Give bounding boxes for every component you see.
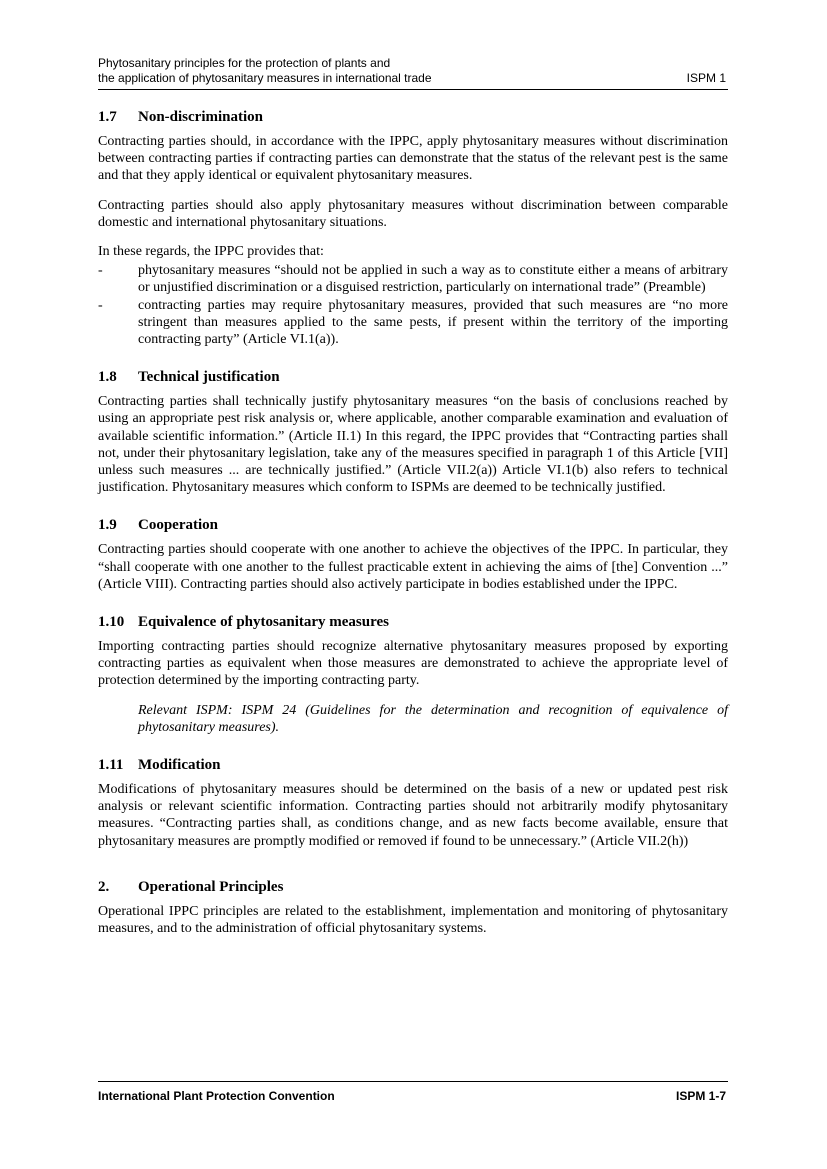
section-number: 1.11 xyxy=(98,757,124,774)
paragraph: Modifications of phytosanitary measures should be determined on the basis of a new or updated pest risk analysis or relevant scientific information. Contracting parties should not arbitrarily modify phytosanitary measures. “Contracting parties shall, as conditions change, and as new facts become available, ensure that phytosanitary measures are promptly modified or removed if found to be unnecessary.” (Article VII.2(h)) xyxy=(98,782,728,849)
paragraph: Contracting parties should cooperate with one another to achieve the objectives of the IPPC. In particular, they “shall cooperate with one another to the fullest practicable extent in achieving the aims of [the] Convention ...” (Article VIII). Contracting parties should also actively participate in bodies established under the IPPC. xyxy=(98,542,728,592)
dash-bullet: - xyxy=(98,263,103,279)
page-footer xyxy=(98,1081,728,1103)
footer-page-number: ISPM 1-7 xyxy=(675,1089,726,1103)
section-number: 1.7 xyxy=(98,109,117,125)
paragraph: Contracting parties should, in accordance with the IPPC, apply phytosanitary measures without discrimination between contracting parties if contracting parties can demonstrate that the status of the relevant pest is the same and that they apply identical or equivalent phytosanitary measures. xyxy=(98,134,728,184)
dash-list xyxy=(98,262,728,348)
section-number: 1.10 xyxy=(98,614,125,631)
paragraph: Operational IPPC principles are related to the establishment, implementation and monitoring of phytosanitary measures, and to the administration of official phytosanitary systems. xyxy=(98,903,728,937)
section-title: Operational Principles xyxy=(138,878,284,895)
paragraph: Contracting parties should also apply phytosanitary measures without discrimination between comparable domestic and international phytosanitary situations. xyxy=(98,197,728,230)
list-item xyxy=(98,262,728,296)
section-heading-1-9 xyxy=(98,516,728,534)
list-item-text: phytosanitary measures “should not be applied in such a way as to constitute either a means of arbitrary or unjustified discrimination or a disguised restriction, particularly on international trade” (Preamble) xyxy=(138,263,728,296)
list-item-text: contracting parties may require phytosanitary measures, provided that such measures are “no more stringent than measures applied to the same pests, if present within the territory of the importing contracting party” (Article VI.1(a)). xyxy=(138,297,728,348)
section-title: Technical justification xyxy=(138,369,280,386)
section-title: Cooperation xyxy=(138,517,218,534)
header-title-line-1: Phytosanitary principles for the protection of plants and xyxy=(98,56,391,70)
section-number: 1.9 xyxy=(98,517,117,534)
relevant-ispm-note: Relevant ISPM: ISPM 24 (Guidelines for the determination and recognition of equivalence of phytosanitary measures). xyxy=(138,702,728,735)
page-header xyxy=(98,56,728,90)
section-heading-2 xyxy=(98,878,728,896)
section-heading-1-7 xyxy=(98,108,728,126)
dash-bullet: - xyxy=(98,297,103,313)
section-title: Non-discrimination xyxy=(138,109,264,125)
paragraph: Contracting parties shall technically justify phytosanitary measures “on the basis of conclusions reached by using an appropriate pest risk analysis or, where applicable, another comparable examination and evaluation of available scientific information.” (Article II.1) In this regard, the IPPC provides that “Contracting parties shall not, under their phytosanitary legislation, take any of the measures specified in paragraph 1 of this Article [VII] unless such measures ... are technically justified.” (Article VII.2(a)) Article VI.1(b) also refers to technical justification. Phytosanitary measures which conform to ISPMs are deemed to be technically justified. xyxy=(98,394,728,496)
list-item xyxy=(98,297,728,349)
section-heading-1-8 xyxy=(98,368,728,386)
document-body xyxy=(98,108,728,949)
section-number: 1.8 xyxy=(98,369,117,386)
section-title: Modification xyxy=(138,757,221,774)
section-title: Equivalence of phytosanitary measures xyxy=(138,614,389,631)
section-number: 2. xyxy=(98,878,110,895)
header-standard-code: ISPM 1 xyxy=(686,71,726,85)
paragraph: Importing contracting parties should recognize alternative phytosanitary measures proposed by exporting contracting parties as equivalent when those measures are demonstrated to achieve the appropriate level of protection determined by the importing contracting party. xyxy=(98,639,728,689)
header-title-line-2: the application of phytosanitary measures in international trade xyxy=(98,71,432,85)
section-heading-1-10 xyxy=(98,613,728,631)
paragraph: In these regards, the IPPC provides that: xyxy=(98,244,324,260)
footer-organization: International Plant Protection Convention xyxy=(98,1089,335,1103)
section-heading-1-11 xyxy=(98,756,728,774)
